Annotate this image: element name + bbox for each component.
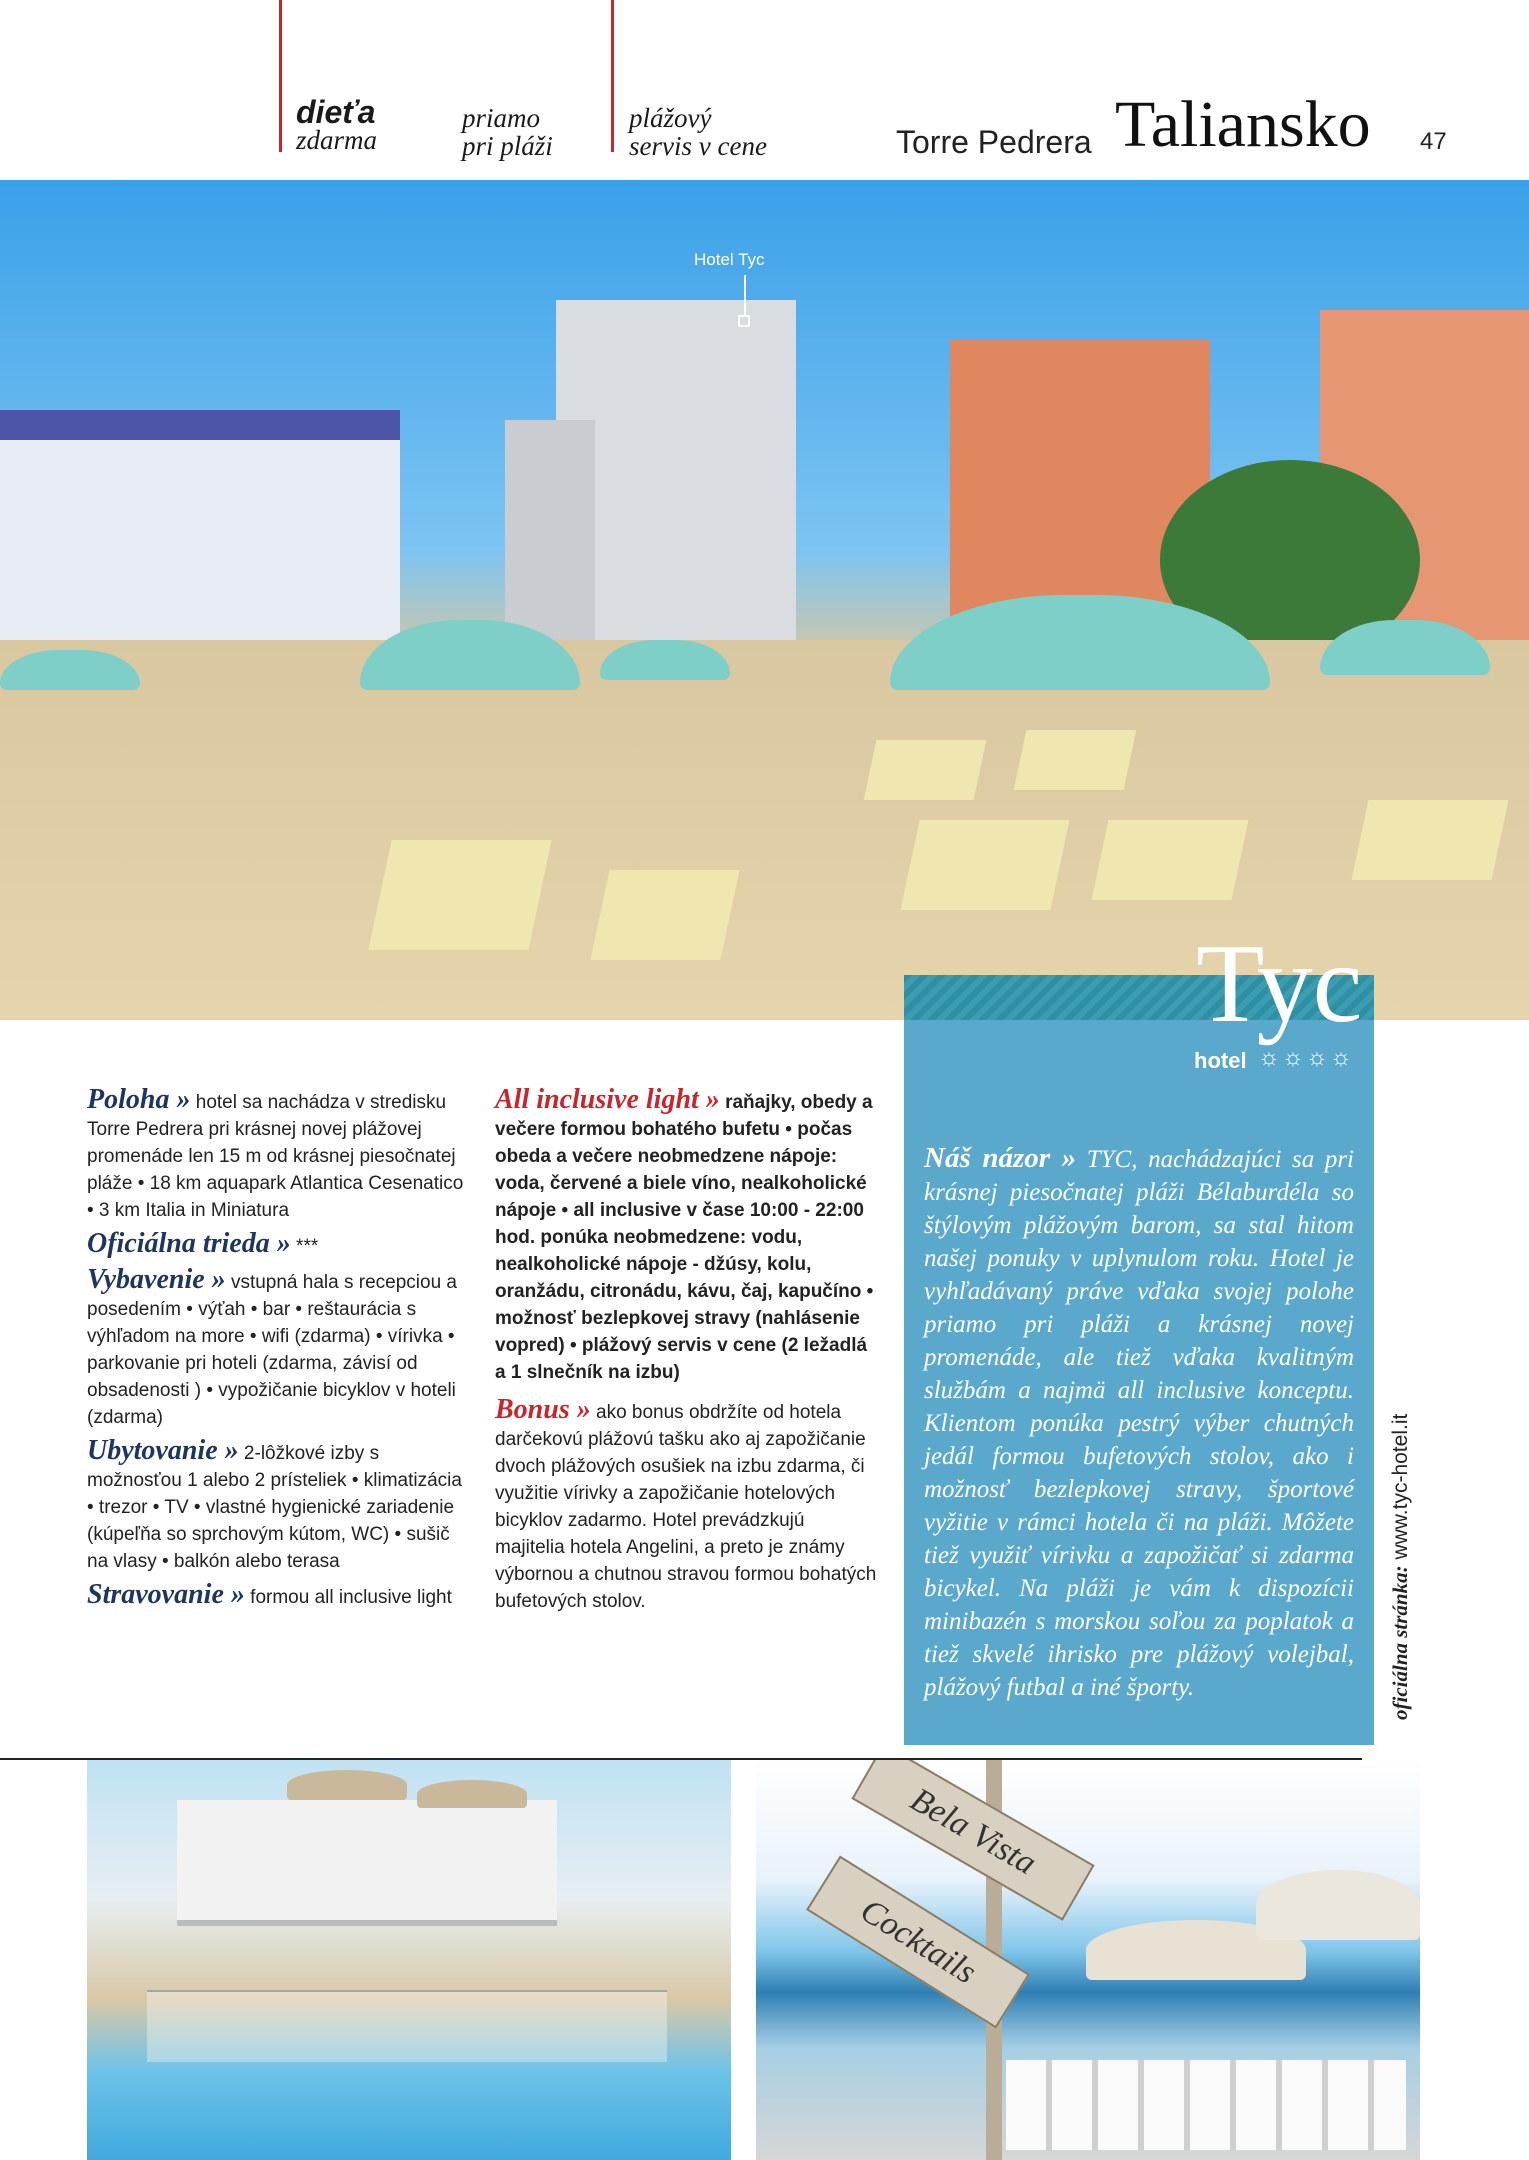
feature-beach-service (629, 104, 767, 160)
header-divider-right (611, 0, 614, 152)
feature-child-free-line1: dieťa (296, 94, 376, 130)
beach-parasol (1256, 1870, 1420, 1940)
sign-bela-vista: Bela Vista (851, 1760, 1094, 1921)
feature-child-free (296, 94, 378, 155)
bar-building (177, 1800, 557, 1926)
destination-place: Torre Pedrera (896, 124, 1092, 160)
building-center (505, 420, 595, 640)
amenities-heading: Vybavenie » (87, 1264, 226, 1295)
hero-beach-photo (0, 180, 1529, 1020)
sign-cocktails: Cocktails (806, 1856, 1030, 2029)
feature-beach-service-line1: plážový (629, 103, 712, 133)
location-heading: Poloha » (87, 1084, 191, 1115)
amenities-text: vstupná hala s recepciou a posedením • výťah • bar • reštaurácia s výhľadom na more • wifi (zdarma) • vírivka • parkovanie pri hoteli (zdarma, závisí od obsadenosti ) • vypožičanie bicyklov v hoteli (zdarma) (87, 1272, 457, 1428)
feature-child-free-line2: zdarma (296, 125, 378, 155)
bonus-text: ako bonus obdržíte od hotela darčekovú plážovú tašku ako aj zapožičanie dvoch plážových osušiek na izbu zdarma, či využitie vírivky a zapožičanie hotelových bicyklov zadarmo. Hotel prevádzkujú majitelia hotela Angelini, a preto je známy výbornou a chutnou stravou formou bohatých bufetových stolov. (495, 1402, 877, 1612)
our-opinion (924, 1142, 1354, 1704)
official-class-value: *** (296, 1236, 319, 1257)
board-text: formou all inclusive light (250, 1587, 452, 1608)
info-column-1 (87, 1086, 471, 1617)
page-number: 47 (1420, 128, 1447, 155)
parasol (417, 1780, 527, 1808)
official-website (1388, 1414, 1413, 1720)
official-website-label: oficiálna stránka: (1388, 1565, 1412, 1720)
board-heading: Stravovanie » (87, 1579, 245, 1610)
building-left (0, 410, 400, 670)
feature-beachfront (462, 104, 553, 160)
sun-lounger (1014, 730, 1137, 790)
feature-beachfront-line2: pri pláži (462, 131, 553, 161)
info-column-2 (495, 1086, 879, 1621)
hotel-photo-marker (738, 315, 750, 327)
accommodation-heading: Ubytovanie » (87, 1435, 239, 1466)
sun-lounger (900, 820, 1069, 910)
all-inclusive-heading: All inclusive light » (495, 1084, 720, 1115)
feature-beachfront-line1: priamo (462, 103, 541, 133)
hotel-name: Tyc (1196, 922, 1363, 1046)
white-chairs (1006, 2060, 1406, 2150)
header-divider-left (279, 0, 282, 152)
official-class-heading: Oficiálna trieda » (87, 1228, 291, 1259)
location-text: hotel sa nachádza v stredisku Torre Pedrera pri krásnej novej plážovej promenáde len 15 m od krásnej piesočnatej pláže • 18 km aquapark Atlantica Cesenatico • 3 km Italia in Miniatura (87, 1092, 464, 1221)
bonus-heading: Bonus » (495, 1394, 591, 1425)
hotel-type-label: hotel (1194, 1048, 1247, 1073)
sun-lounger (864, 740, 987, 800)
hotel-photo-pointer (744, 275, 746, 315)
all-inclusive-text: raňajky, obedy a večere formou bohatého bufetu • počas obeda a večere neobmedzene nápoje: voda, červené a biele víno, nealkoholické nápoje • all inclusive v čase 10:00 - 22:00 hod. ponúka neobmedzene: vodu, nealkoholické nápoje - džúsy, kolu, oranžádu, citronádu, kávu, čaj, kapučíno • možnosť bezlepkovej stravy (nahlásenie vopred) • plážový servis v cene (2 ležadlá a 1 slnečník na izbu) (495, 1092, 874, 1383)
sun-lounger (1091, 820, 1248, 900)
parasol (287, 1770, 407, 1800)
our-opinion-title: Náš názor » (924, 1142, 1077, 1174)
accommodation-text: 2-lôžkové izby s možnosťou 1 alebo 2 prísteliek • klimatizácia • trezor • TV • vlastné hygienické zariadenie (kúpeľňa so sprchovým kútom, WC) • sušič na vlasy • balkón alebo terasa (87, 1443, 462, 1572)
sun-lounger (590, 870, 739, 960)
glass-railing (147, 1990, 667, 2062)
feature-beach-service-line2: servis v cene (629, 131, 767, 161)
hotel-photo-label: Hotel Tyc (694, 250, 765, 269)
our-opinion-text: TYC, nachádzajúci sa pri krásnej piesočnatej pláži Bélaburdéla so štýlovým plážovým barom, sa stal hitom našej ponuky v uplynulom roku. Hotel je vyhľadávaný práve vďaka svojej polohe priamo pri pláži a krásnej novej promenáde, ale tiež vďaka kvalitným službám a najmä all inclusive konceptu. Klientom ponúka pestrý výber chutných jedál formou bufetových stolov, ako i možnosť bezlepkovej stravy, športové vyžitie v rámci hotela či na pláži. Môžete tiež využiť vírivku a zapožičať si zdarma bicykel. Na pláži je vám k dispozícii minibazén s morskou soľou za poplatok a tiež skvelé ihrisko pre plážový volejbal, plážový futbal a iné športy. (924, 1146, 1355, 1701)
hotel-rating-stars: ☼☼☼☼ (1258, 1044, 1354, 1071)
official-website-url[interactable]: www.tyc-hotel.it (1389, 1413, 1412, 1560)
destination-country: Taliansko (1115, 88, 1371, 161)
sun-lounger (1351, 800, 1508, 880)
pool-bar-photo (87, 1760, 731, 2160)
sun-lounger (368, 840, 551, 950)
beach-bar-photo (756, 1760, 1420, 2160)
